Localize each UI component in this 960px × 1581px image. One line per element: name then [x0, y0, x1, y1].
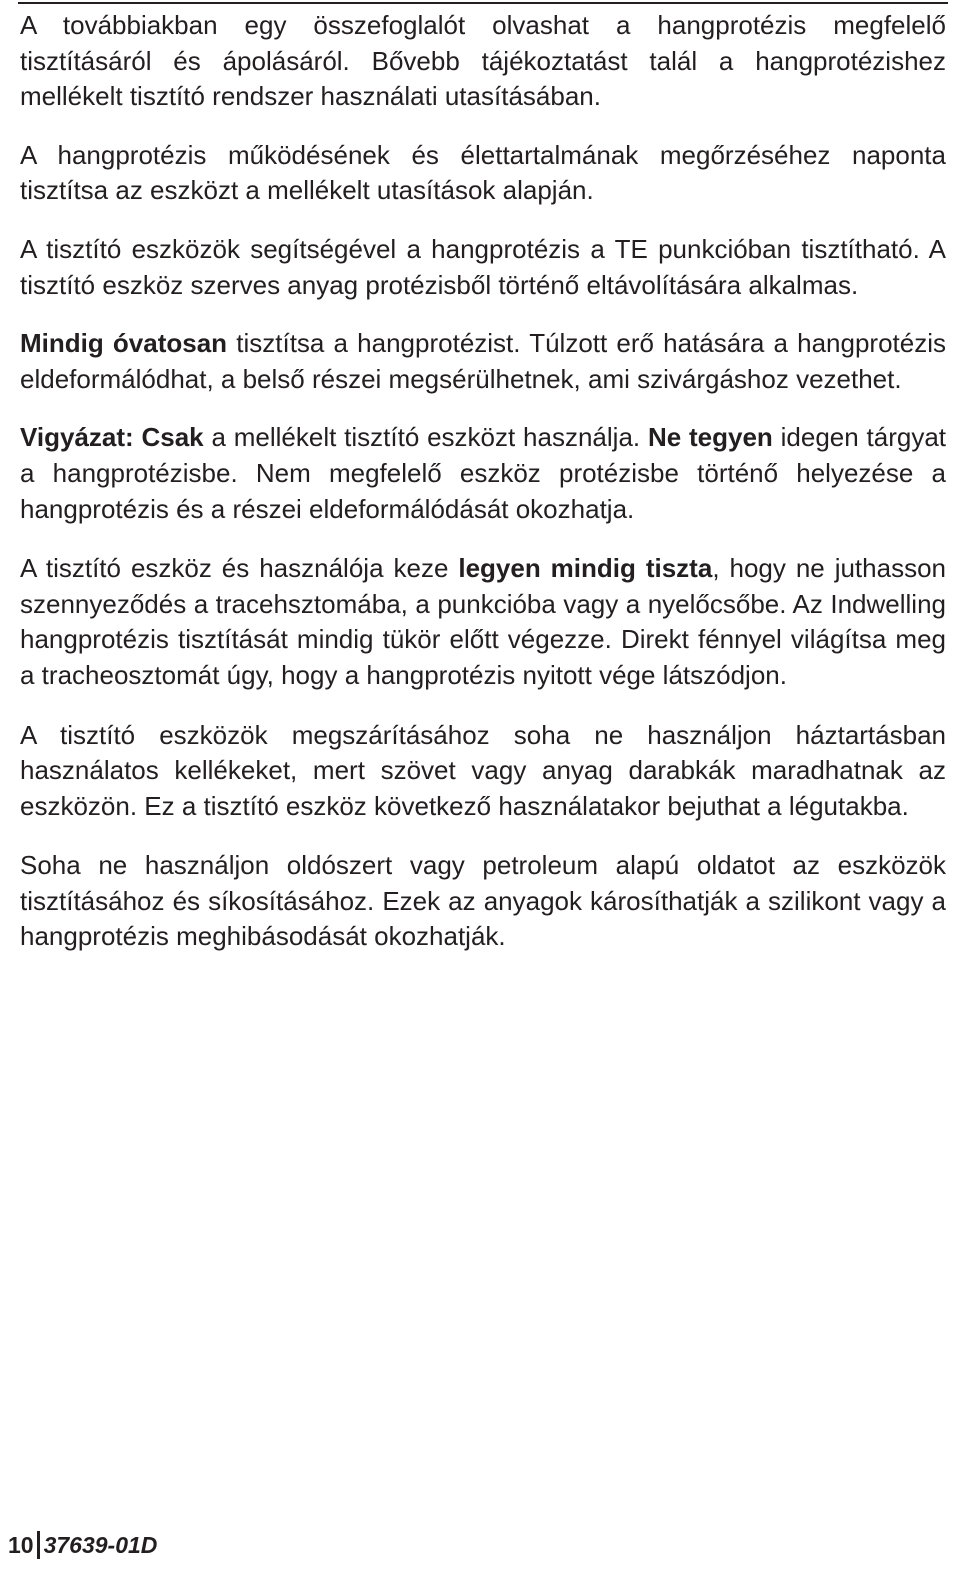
- page-number: 10: [8, 1531, 34, 1558]
- emphasis-do-not-insert: Ne tegyen: [647, 422, 773, 453]
- emphasis-always-clean: legyen mindig tiszta: [458, 553, 713, 584]
- top-rule: [18, 2, 948, 4]
- paragraph-cleaning-tools: A tisztító eszközök segítségével a hangprotézis a TE punkcióban tisztítható. A tisztító eszköz szerves anyag protézisből történő eltávolítására alkalmas.: [20, 233, 946, 300]
- document-body: [20, 8, 946, 955]
- emphasis-warning-only: Vigyázat: Csak: [20, 422, 204, 453]
- paragraph-text: a mellékelt tisztító eszközt használja.: [203, 422, 648, 453]
- paragraph-drying: A tisztító eszközök megszárításához soha ne használjon háztartásban használatos kellékeket, mert szövet vagy anyag darabkák maradhatnak az eszközön. Ez a tisztító eszköz következő használatakor bejuthat a légutakba.: [20, 719, 946, 821]
- paragraph-text: idegen tárgyat a hangprotézisbe. Nem megfelelő eszköz protézisbe történő helyezése a hangprotézis és a részei eldeformálódását okozhatja.: [20, 422, 947, 524]
- emphasis-always-careful: Mindig óvatosan: [20, 328, 228, 359]
- paragraph-warning: [20, 420, 946, 527]
- paragraph-intro: A továbbiakban egy összefoglalót olvashat a hangprotézis megfelelő tisztításáról és ápolásáról. Bővebb tájékoztatást talál a hangprotézishez mellékelt tisztító rendszer használati utasításában.: [20, 10, 946, 112]
- paragraph-daily-cleaning: A hangprotézis működésének és élettartalmának megőrzéséhez naponta tisztítsa az eszközt a mellékelt utasítások alapján.: [20, 139, 946, 206]
- paragraph-text: A tisztító eszköz és használója keze: [20, 553, 459, 584]
- page-footer: [8, 1528, 157, 1562]
- footer-divider: [37, 1531, 40, 1559]
- document-code: 37639-01D: [43, 1531, 158, 1558]
- paragraph-careful-cleaning: [20, 326, 946, 397]
- paragraph-hygiene: [20, 551, 946, 693]
- paragraph-solvents: Soha ne használjon oldószert vagy petroleum alapú oldatot az eszközök tisztításához és síkosításához. Ezek az anyagok károsíthatják a szilikont vagy a hangprotézis meghibásodását okozhatják.: [20, 850, 946, 952]
- paragraph-text: tisztítsa a hangprotézist. Túlzott erő hatására a hangprotézis eldeformálódhat, a belső részei megsérülhetnek, ami szivárgáshoz vezethet.: [20, 328, 947, 394]
- paragraph-text: , hogy ne juthasson szennyeződés a tracehsztomába, a punkcióba vagy a nyelőcsőbe. Az Indwelling hangprotézis tisztítását mindig tükör előtt végezze. Direkt fénnyel világítsa meg a tracheosztomát úgy, hogy a hangprotézis nyitott vége látszódjon.: [20, 553, 946, 690]
